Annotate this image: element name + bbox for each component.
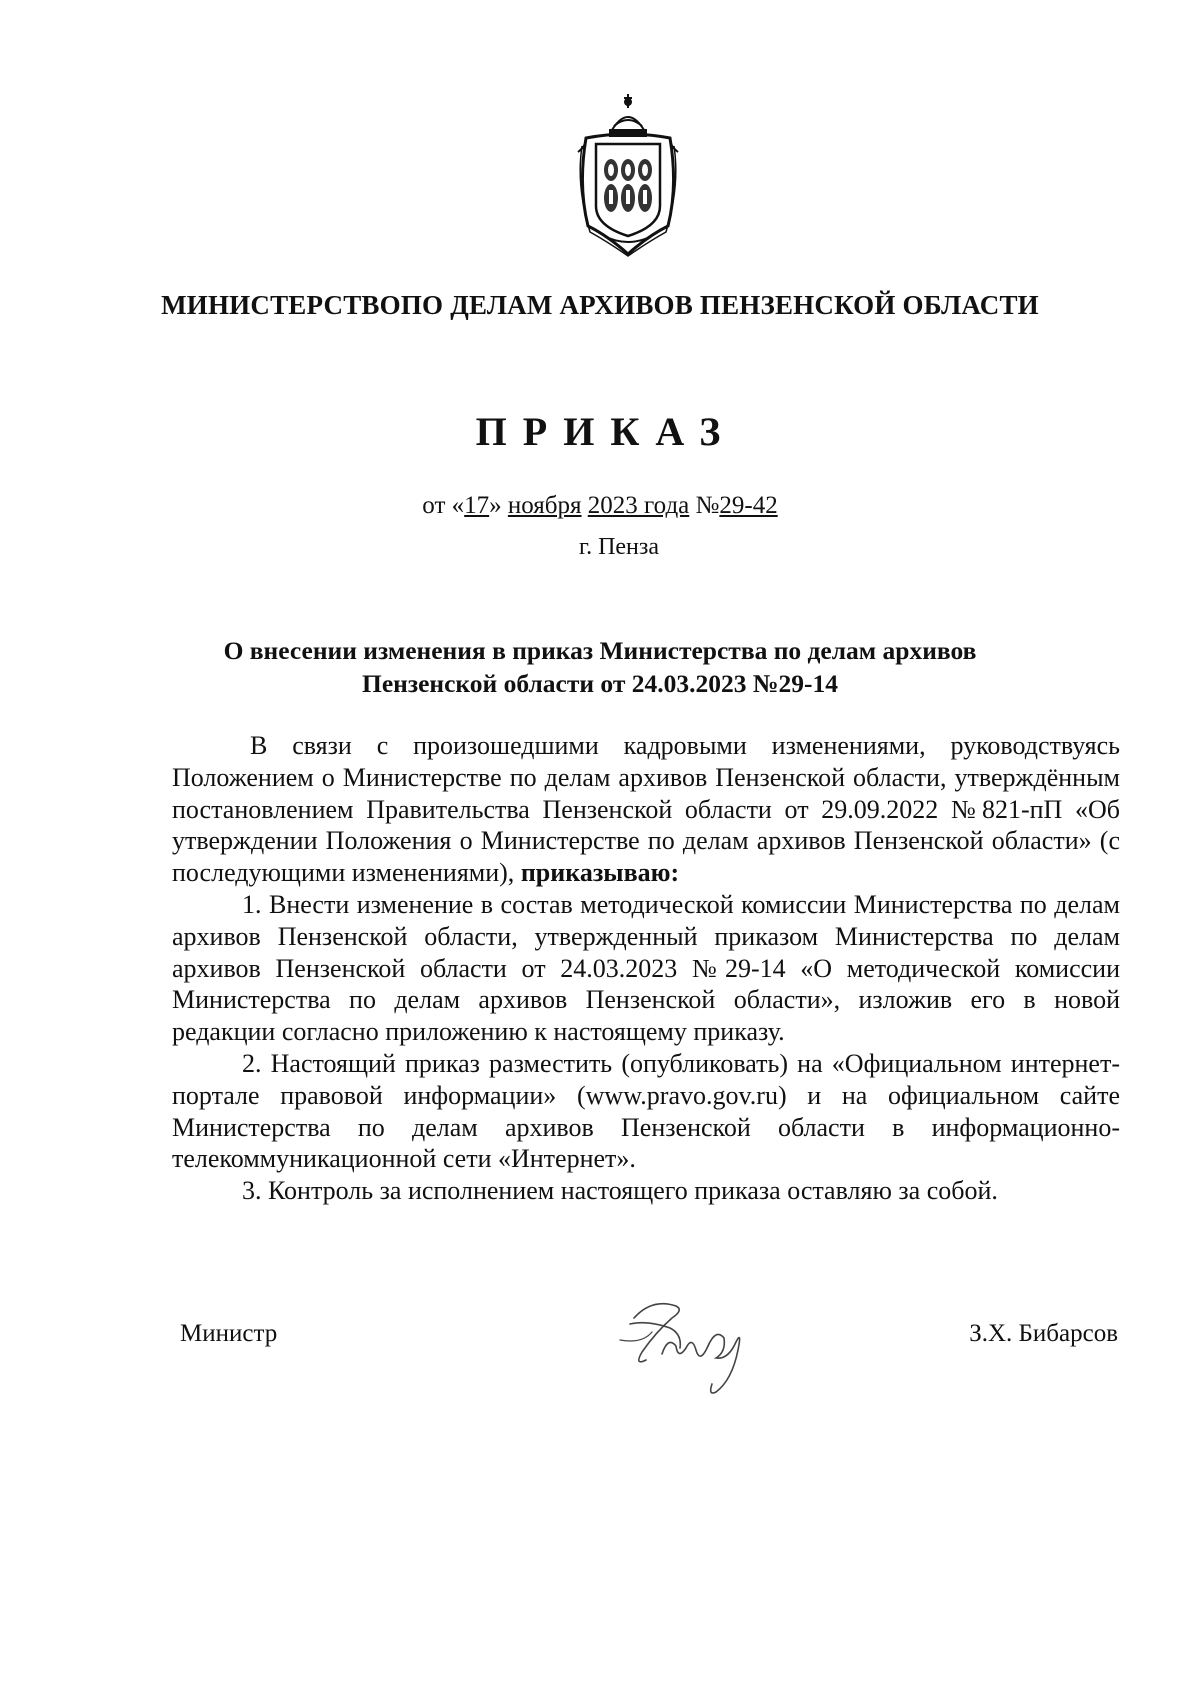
signatory-name: З.Х. Бибарсов: [969, 1320, 1118, 1347]
date-prefix: от «: [422, 492, 465, 519]
date-day: 17: [464, 492, 490, 519]
handwritten-signature-icon: [612, 1288, 772, 1400]
order-item-1: 1. Внести изменение в состав методической комиссии Министерства по делам архивов Пензенской области, утвержденный приказом Министерства по делам архивов Пензенской области от 24.03.2023 №29-14 «О методической комиссии Министерства по делам архивов Пензенской области», изложив его в новой редакции согласно приложению к настоящему приказу.: [172, 889, 1120, 1047]
coat-of-arms-icon: [568, 86, 688, 258]
document-date-number: [0, 492, 1200, 520]
date-month: ноября: [507, 492, 582, 519]
date-mid: »: [489, 492, 508, 519]
subject-line-2: Пензенской области от 24.03.2023 №29-14: [362, 669, 838, 698]
subject-line-1: О внесении изменения в приказ Министерства по делам архивов: [223, 636, 977, 665]
order-item-3: 3. Контроль за исполнением настоящего приказа оставляю за собой.: [242, 1176, 998, 1206]
order-item-2: 2. Настоящий приказ разместить (опубликовать) на «Официальном интернет-портале правовой информации» (www.pravo.gov.ru) и на официальном сайте Министерства по делам архивов Пензенской области в информационно-телекоммуникационной сети «Интернет».: [172, 1048, 1120, 1174]
date-year: 2023 года: [587, 492, 690, 519]
document-subject: [150, 634, 1050, 700]
number-prefix: №: [695, 492, 720, 519]
intro-paragraph: [172, 730, 1120, 889]
city: г. Пенза: [578, 534, 660, 560]
document-body: [172, 730, 1120, 1207]
intro-text: В связи с произошедшими кадровыми изменениями, руководствуясь Положением о Министерстве по делам архивов Пензенской области, утверждённым постановлением Правительства Пензенской области от 29.09.2022 №821-пП «Об утверждении Положения о Министерстве по делам архивов Пензенской области» (с последующими изменениями),: [172, 731, 1120, 888]
document-number: 29-42: [719, 492, 778, 519]
document-type-title: ПРИКАЗ: [475, 409, 737, 454]
intro-order-word: приказываю:: [520, 858, 680, 888]
signatory-title: Министр: [180, 1320, 278, 1347]
ministry-name: МИНИСТЕРСТВОПО ДЕЛАМ АРХИВОВ ПЕНЗЕНСКОЙ ОБЛАСТИ: [161, 290, 1039, 320]
